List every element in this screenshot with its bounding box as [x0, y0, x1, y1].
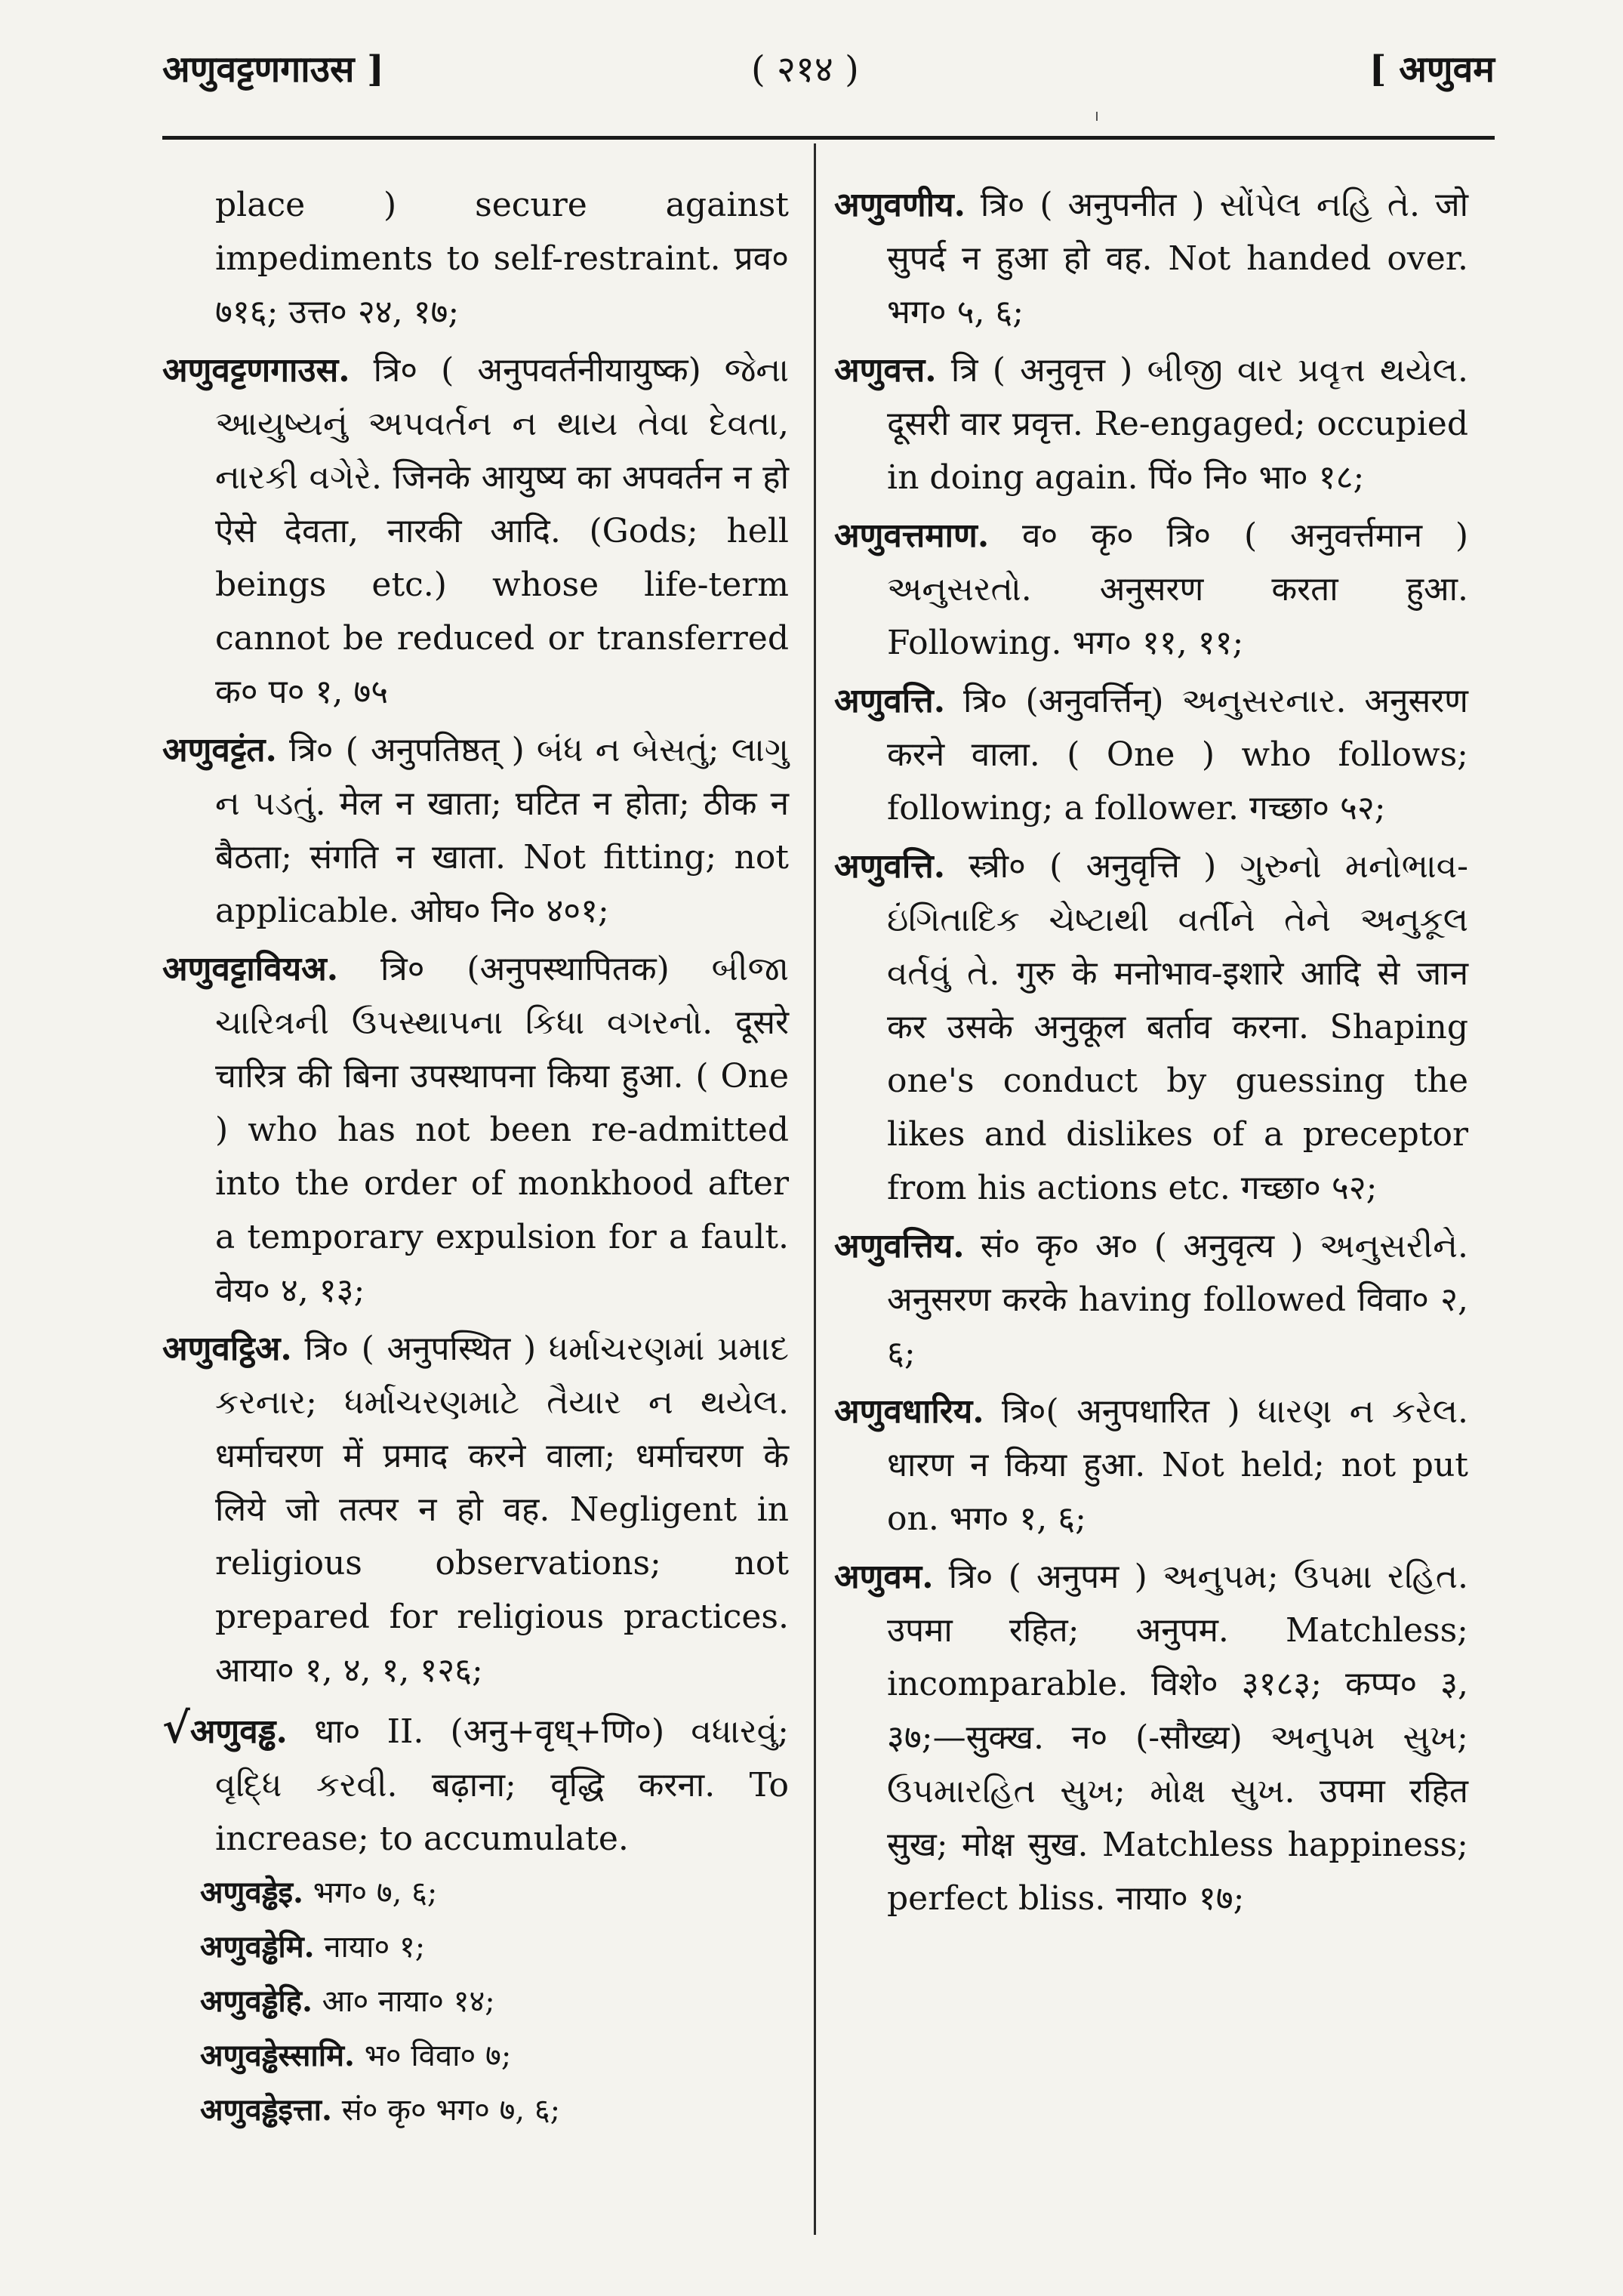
dictionary-entry [834, 344, 1468, 504]
entry-headword: अणुवत्ति. [834, 847, 946, 886]
dictionary-entry [162, 1322, 789, 1697]
verb-subform [162, 2029, 789, 2083]
entry-headword: अणुवट्टावियअ. [162, 950, 339, 988]
print-mark [1096, 112, 1098, 121]
entry-body: त्रि ( अनुवृत्त ) બીજી વાર પ્રવૃત્ત થયેલ. दूसरी वार प्रवृत्त. Re-engaged; occupied in doing again. पिं० नि० भा० १८; [887, 351, 1468, 497]
subform-word: अणुवड्ढेहि. [200, 1983, 313, 2019]
dictionary-entry [834, 178, 1468, 339]
entry-body: स्त्री० ( अनुवृत्ति ) ગુરુનો મનોભાવ-ઇંગિતાદિક ચેષ્ટાથી વર્તીને તેને અનુકૂલ વર્તવું તે. गुरु के मनोभाव-इशारे आदि से जान कर उसके अनुकूल बर्ताव करना. Shaping one's conduct by guessing the likes and dislikes of a preceptor from his actions etc. गच्छा० ५२; [887, 847, 1468, 1207]
entry-body: त्रि० (अनुवर्त्तिन्) અનુસરનાર. अनुसरण करने वाला. ( One ) who follows; following; a follower. गच्छा० ५२; [887, 682, 1468, 827]
entry-headword: अणुवत्तिय. [834, 1227, 965, 1265]
dictionary-entry [162, 1702, 789, 1866]
entry-headword: अणुवम. [834, 1558, 934, 1596]
right-column [834, 178, 1468, 1925]
entry-headword: अणुवत्ति. [834, 682, 946, 720]
verb-subform [162, 1974, 789, 2029]
dictionary-entry [162, 344, 789, 719]
page-number: ( २१४ ) [751, 48, 859, 91]
entry-body: त्रि० ( अनुपस्थित ) ધર્માચરણમાં પ્રમાદ કરનાર; ધર્માચરણમાટે તૈયાર ન થયેલ. धर्माचरण में प्रमाद करने वाला; धर्माचरण के लिये जो तत्पर न हो वह. Negligent in religious observations; not prepared for religious practices. आया० १, ४, १, १२६; [215, 1330, 789, 1690]
entry-body: व० कृ० त्रि० ( अनुवर्त्तमान ) અનુસરતો. अनुसरण करता हुआ. Following. भग० ११, ११; [887, 516, 1468, 662]
entry-headword: अणुवड्ढ. [189, 1712, 288, 1751]
entry-headword: अणुवट्ठिअ. [162, 1330, 292, 1368]
dictionary-entry [834, 840, 1468, 1215]
subform-ref: नाया० १; [324, 1930, 426, 1965]
header-rule [162, 136, 1495, 140]
entry-headword: अणुवत्त. [834, 351, 937, 390]
dictionary-entry [834, 1550, 1468, 1925]
entry-headword: अणुवत्तमाण. [834, 516, 990, 555]
dictionary-entry [834, 1385, 1468, 1546]
subform-ref: आ० नाया० १४; [322, 1984, 495, 2019]
subform-word: अणुवड्ढेइ. [200, 1875, 303, 1910]
entry-body: त्रि० ( अनुपतिष्ठत् ) બંધ ન બેસતું; લાગુ ન પડતું. मेल न खाता; घटित न होता; ठीक न बैठता; संगति न खाता. Not fitting; not applicable. ओघ० नि० ४०१; [215, 731, 789, 930]
root-tick-mark: √ [162, 1703, 190, 1753]
subform-word: अणुवड्ढेस्सामि. [200, 2038, 355, 2073]
verb-subform [162, 1920, 789, 1974]
running-head-left: अणुवट्टणगाउस ] [162, 48, 384, 91]
entry-body: त्रि० (अनुपस्थापितक) બીજા ચારિત્રની ઉપસ્થાપના કિધા વગરનો. दूसरे चारित्र की बिना उपस्थापना किया हुआ. ( One ) who has not been re-admitted into the order of monkhood after a temporary expulsion for a fault. वेय० ४, १३; [215, 950, 789, 1310]
entry-headword: अणुवट्टणगाउस. [162, 351, 350, 390]
column-divider [814, 143, 816, 2235]
page-header [162, 44, 1495, 112]
entry-body: त्रि० ( अनुपवर्तनीयायुष्क) જેના આયુષ્યનું અપવર્તન ન થાય તેવા દેવતા, નારકી વગેરે. जिनके आयुष्य का अपवर्तन न हो ऐसे देवता, नारकी आदि. (Gods; hell beings etc.) whose life-term cannot be reduced or transferred क० प० १, ७५ [215, 351, 789, 711]
subform-ref: भग० ७, ६; [313, 1875, 438, 1910]
verb-subform [162, 2083, 789, 2137]
entry-headword: अणुवट्टंत. [162, 731, 277, 769]
entry-body: त्रि०( अनुपधारित ) ધારણ ન કરેલ. धारण न किया हुआ. Not held; not put on. भग० १, ६; [887, 1392, 1468, 1538]
dictionary-entry [162, 942, 789, 1318]
subform-ref: भ० विवा० ७; [364, 2039, 512, 2073]
dictionary-entry [834, 674, 1468, 835]
continuation-text: place ) secure against impediments to self-restraint. प्रव० ७१६; उत्त० २४, १७; [215, 186, 789, 331]
dictionary-entry [834, 509, 1468, 670]
running-head-right: [ अणुवम [1369, 48, 1495, 91]
dictionary-entry [834, 1219, 1468, 1380]
entry-body: त्रि० ( अनुपनीत ) સોંપેલ નહિ તે. जो सुपर्द न हुआ हो वह. Not handed over. भग० ५, ६; [887, 186, 1468, 331]
entry-body: धा० II. (अनु+वृध्+णि०) વધારવું; વૃદ્ધિ કરવી. बढ़ाना; वृद्धि करना. To increase; to accumulate. [215, 1712, 789, 1858]
subform-word: अणुवड्ढेइत्ता. [200, 2092, 332, 2128]
entry-headword: अणुवणीय. [834, 186, 965, 224]
dictionary-entry [162, 723, 789, 938]
entry-body: त्रि० ( अनुपम ) અનુપમ; ઉપમા રહિત. उपमा रहित; अनुपम. Matchless; incomparable. विशे० ३१८३; कप्प० ३, ३७;—सुक्ख. न० (-सौख्य) અનુપમ સુખ; ઉપમારહિત સુખ; મોક્ષ સુખ. उपमा रहित सुख; मोक्ष सुख. Matchless happiness; perfect bliss. नाया० १७; [887, 1558, 1468, 1918]
entry-headword: अणुवधारिय. [834, 1392, 984, 1431]
subform-word: अणुवड्ढेमि. [200, 1929, 315, 1965]
subform-ref: सं० कृ० भग० ७, ६; [341, 2093, 561, 2128]
left-column [162, 178, 789, 2137]
verb-subform [162, 1866, 789, 1920]
entry-body: सं० कृ० अ० ( अनुवृत्य ) અનુસરીને. अनुसरण करके having followed विवा० २, ६; [887, 1227, 1468, 1373]
